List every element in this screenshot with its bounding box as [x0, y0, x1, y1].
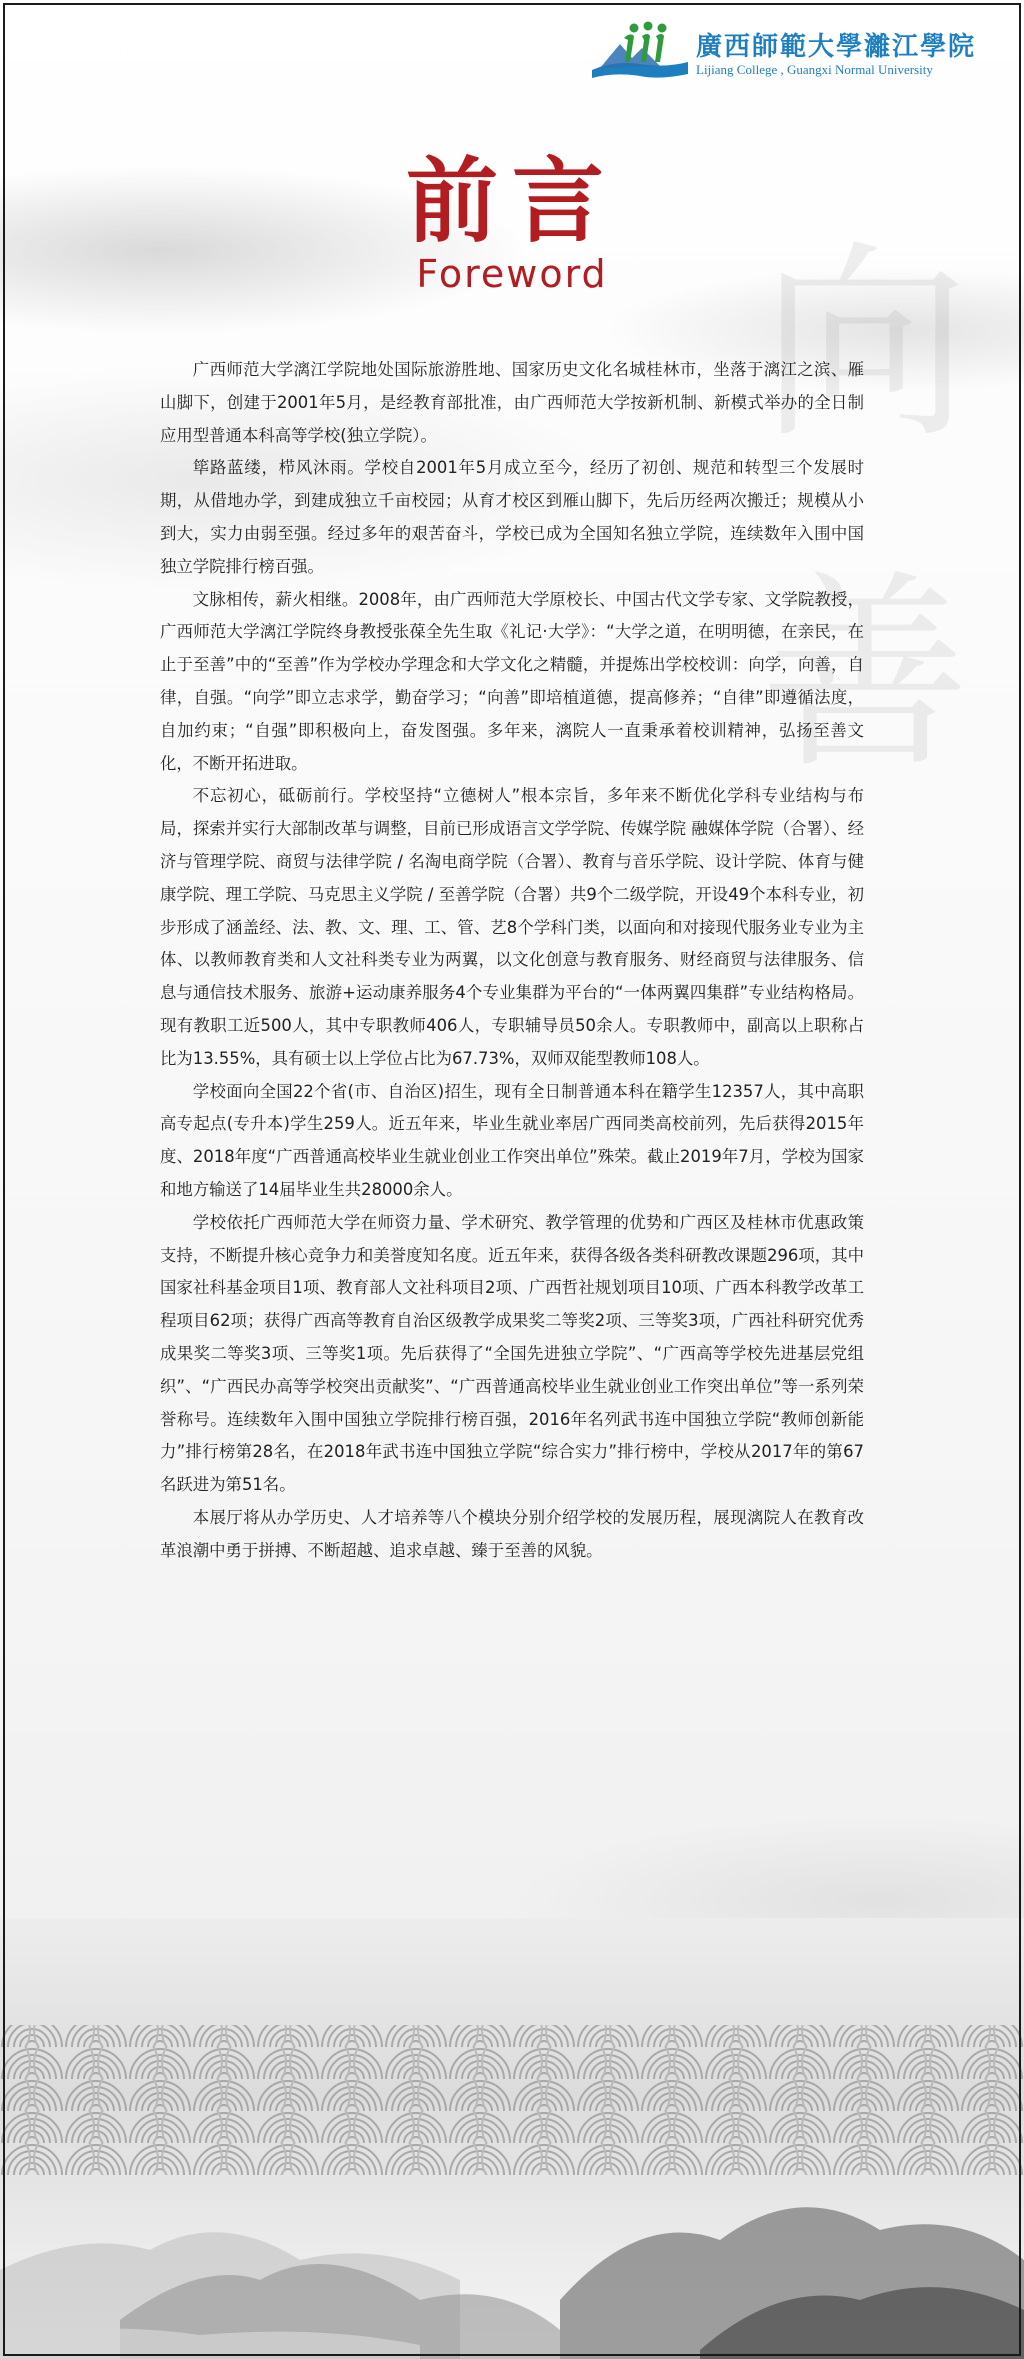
- foreword-body: [160, 354, 864, 1567]
- paragraph: 不忘初心，砥砺前行。学校坚持“立德树人”根本宗旨，多年来不断优化学科专业结构与布局，探索并实行大部制改革与调整，目前已形成语言文学学院、传媒学院 融媒体学院（合署）、经济与管理学院、商贸与法律学院 / 名淘电商学院（合署）、教育与音乐学院、设计学院、体育与健康学院、理工学院、马克思主义学院 / 至善学院（合署）共9个二级学院，开设49个本科专业，初步形成了涵盖经、法、教、文、理、工、管、艺8个学科门类，以面向和对接现代服务业专业为主体、以教师教育类和人文社科类专业为两翼，以文化创意与教育服务、财经商贸与法律服务、信息与通信技术服务、旅游+运动康养服务4个专业集群为平台的“一体两翼四集群”专业结构格局。现有教职工近500人，其中专职教师406人，专职辅导员50余人。专职教师中，副高以上职称占比为13.55%，具有硕士以上学位占比为67.73%，双师双能型教师108人。: [160, 786, 864, 1068]
- college-emblem-icon: [590, 18, 690, 84]
- paragraph: 学校面向全国22个省(市、自治区)招生，现有全日制普通本科在籍学生12357人，其中高职高专起点(专升本)学生259人。近五年来，毕业生就业率居广西同类高校前列，先后获得2015年度、2018年度“广西普通高校毕业生就业创业工作突出单位”殊荣。截止2019年7月，学校为国家和地方输送了14届毕业生共28000余人。: [160, 1081, 864, 1199]
- paragraph: 广西师范大学漓江学院地处国际旅游胜地、国家历史文化名城桂林市，坐落于漓江之滨、雁山脚下，创建于2001年5月，是经教育部批准，由广西师范大学按新机制、新模式举办的全日制应用型普通本科高等学校(独立学院）。: [160, 360, 864, 445]
- paragraph: 学校依托广西师范大学在师资力量、学术研究、教学管理的优势和广西区及桂林市优惠政策支持，不断提升核心竞争力和美誉度知名度。近五年来，获得各级各类科研教改课题296项，其中国家社科基金项目1项、教育部人文社科项目2项、广西哲社规划项目10项、广西本科教学改革工程项目62项；获得广西高等教育自治区级教学成果奖二等奖2项、三等奖3项，广西社科研究优秀成果奖二等奖3项、三等奖1项。先后获得了“全国先进独立学院”、“广西高等学校先进基层党组织”、“广西民办高等学校突出贡献奖”、“广西普通高校毕业生就业创业工作突出单位”等一系列荣誉称号。连续数年入围中国独立学院排行榜百强，2016年名列武书连中国独立学院“教师创新能力”排行榜第28名，在2018年武书连中国独立学院“综合实力”排行榜中，学校从2017年的第67名跃进为第51名。: [160, 1212, 864, 1495]
- ink-mountains-decoration: [0, 2150, 1024, 2359]
- paragraph: 筚路蓝缕，栉风沐雨。学校自2001年5月成立至今，经历了初创、规范和转型三个发展时期，从借地办学，到建成独立千亩校园；从育才校区到雁山脚下，先后历经两次搬迁；规模从小到大，实力由弱至强。经过多年的艰苦奋斗，学校已成为全国知名独立学院，连续数年入围中国独立学院排行榜百强。: [160, 458, 864, 576]
- logo-english-name: Lijiang College , Guangxi Normal University: [696, 62, 933, 77]
- logo-chinese-name: 廣西師範大學灕江學院: [696, 32, 977, 62]
- college-logo: [590, 18, 977, 84]
- paragraph: 本展厅将从办学历史、人才培养等八个模块分别介绍学校的发展历程，展现漓院人在教育改革浪潮中勇于拼搏、不断超越、追求卓越、臻于至善的风貌。: [160, 1507, 864, 1560]
- paragraph: 文脉相传，薪火相继。2008年，由广西师范大学原校长、中国古代文学专家、文学院教授，广西师范大学漓江学院终身教授张葆全先生取《礼记·大学》：“大学之道，在明明德，在亲民，在止于至善”中的“至善”作为学校办学理念和大学文化之精髓，并提炼出学校校训：向学，向善，自律，自强。“向学”即立志求学，勤奋学习；“向善”即培植道德，提高修养；“自律”即遵循法度，自加约束；“自强”即积极向上，奋发图强。多年来，漓院人一直秉承着校训精神，弘扬至善文化，不断开拓进取。: [160, 589, 864, 773]
- watermark-calligraphy: 向 善: [760, 222, 971, 797]
- page-title-chinese: 前言: [405, 147, 618, 255]
- page-title-english: Foreword: [416, 252, 608, 296]
